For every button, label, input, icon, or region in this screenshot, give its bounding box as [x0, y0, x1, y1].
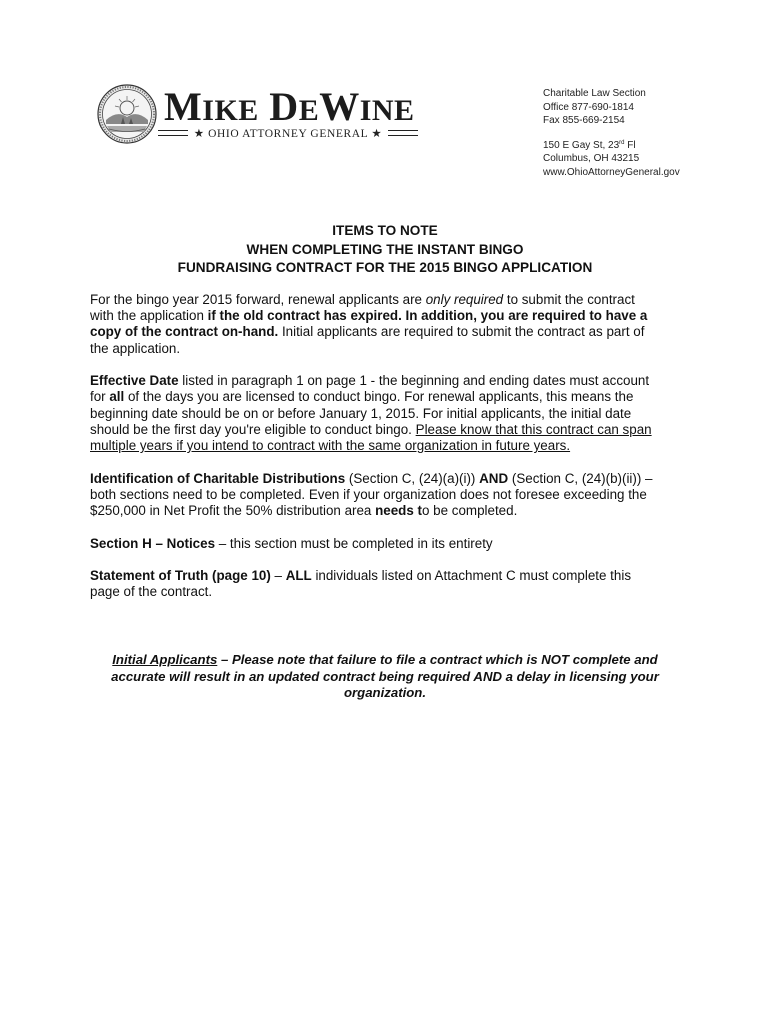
rule-right [388, 130, 418, 136]
contact-office: Office 877-690-1814 [543, 101, 634, 113]
contact-website: www.OhioAttorneyGeneral.gov [543, 166, 680, 178]
attorney-general-title: ★ OHIO ATTORNEY GENERAL ★ [193, 128, 383, 140]
statement-of-truth-paragraph: Statement of Truth (page 10) – ALL individuals listed on Attachment C must complete this page of the contract. [90, 568, 632, 600]
contact-address-city: Columbus, OH 43215 [543, 153, 640, 164]
document-body [90, 292, 680, 617]
contact-section: Charitable Law Section [543, 88, 646, 99]
intro-paragraph: For the bingo year 2015 forward, renewal applicants are only required to submit the contract with the application if the old contract has expired. In addition, you are required to have a copy of the contract on-hand. Initial applicants are required to submit the contract as part of the application. [90, 292, 648, 356]
ohio-seal-icon [97, 84, 157, 144]
effective-date-paragraph: Effective Date listed in paragraph 1 on page 1 - the beginning and ending dates must account for all of the days you are licensed to conduct bingo. For renewal applicants, this means the beginning date should be on or before January 1, 2015. For initial applicants, the initial date should be the first day you're eligible to conduct bingo. Please know that this contract can span multiple years if you intend to contract with the same organization in future years. [90, 373, 652, 454]
heading-line-3: FUNDRAISING CONTRACT FOR THE 2015 BINGO APPLICATION [177, 260, 593, 275]
heading-line-1: ITEMS TO NOTE [332, 223, 438, 238]
initial-applicants-notice: Initial Applicants – Please note that failure to file a contract which is NOT complete and accurate will result in an updated contract being required AND a delay in licensing your organization. [111, 652, 659, 700]
contact-block [543, 87, 743, 179]
contact-address-street: 150 E Gay St, 23rd Fl [543, 139, 636, 151]
rule-left [158, 130, 188, 136]
attorney-general-title-rule [158, 126, 418, 140]
document-heading [90, 222, 680, 278]
heading-line-2: WHEN COMPLETING THE INSTANT BINGO [246, 241, 524, 257]
distributions-paragraph: Identification of Charitable Distributions (Section C, (24)(a)(i)) AND (Section C, (24)(b)(ii)) – both sections need to be completed. Even if your organization does not foresee exceeding the $250,000 in Net Profit the 50% distribution area needs to be completed. [90, 470, 653, 519]
attorney-general-name: MIKE DEWINE [164, 84, 415, 129]
contact-fax: Fax 855-669-2154 [543, 115, 625, 126]
section-h-paragraph: Section H – Notices – this section must be completed in its entirety [90, 535, 493, 551]
